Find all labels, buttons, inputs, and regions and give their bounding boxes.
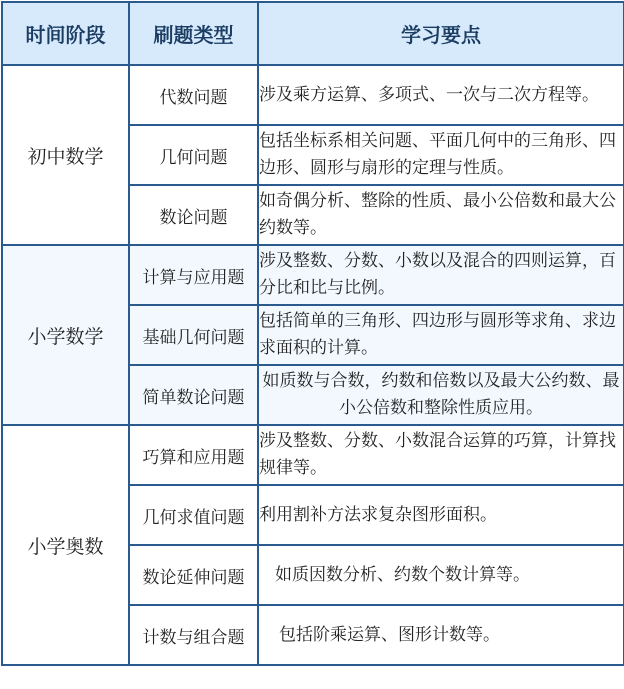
type-cell: 几何求值问题 — [129, 485, 258, 545]
type-cell: 代数问题 — [129, 65, 258, 125]
point-cell: 涉及乘方运算、多项式、一次与二次方程等。 — [258, 65, 624, 125]
point-cell: 涉及整数、分数、小数混合运算的巧算，计算找规律等。 — [258, 425, 624, 485]
stage-cell: 初中数学 — [2, 65, 129, 245]
table-row — [2, 425, 624, 485]
group-junior-high — [2, 65, 624, 245]
point-cell: 如质数与合数，约数和倍数以及最大公约数、最小公倍数和整除性质应用。 — [258, 365, 624, 425]
point-cell: 如奇偶分析、整除的性质、最小公倍数和最大公约数等。 — [258, 185, 624, 245]
type-cell: 基础几何问题 — [129, 305, 258, 365]
type-cell: 巧算和应用题 — [129, 425, 258, 485]
point-cell: 包括简单的三角形、四边形与圆形等求角、求边求面积的计算。 — [258, 305, 624, 365]
group-olympiad — [2, 425, 624, 665]
type-cell: 计算与应用题 — [129, 245, 258, 305]
table-row — [2, 245, 624, 305]
header-points: 学习要点 — [258, 2, 624, 65]
header-type: 刷题类型 — [129, 2, 258, 65]
header-stage: 时间阶段 — [2, 2, 129, 65]
point-cell: 包括坐标系相关问题、平面几何中的三角形、四边形、圆形与扇形的定理与性质。 — [258, 125, 624, 185]
stage-cell: 小学数学 — [2, 245, 129, 425]
type-cell: 数论延伸问题 — [129, 545, 258, 605]
table-row — [2, 65, 624, 125]
type-cell: 计数与组合题 — [129, 605, 258, 665]
table-header — [2, 2, 624, 65]
point-cell: 包括阶乘运算、图形计数等。 — [258, 605, 624, 665]
point-cell: 如质因数分析、约数个数计算等。 — [258, 545, 624, 605]
type-cell: 数论问题 — [129, 185, 258, 245]
study-plan-table — [1, 1, 624, 666]
point-cell: 利用割补方法求复杂图形面积。 — [258, 485, 624, 545]
stage-cell: 小学奥数 — [2, 425, 129, 665]
point-cell: 涉及整数、分数、小数以及混合的四则运算，百分比和比与比例。 — [258, 245, 624, 305]
type-cell: 简单数论问题 — [129, 365, 258, 425]
group-primary — [2, 245, 624, 425]
type-cell: 几何问题 — [129, 125, 258, 185]
